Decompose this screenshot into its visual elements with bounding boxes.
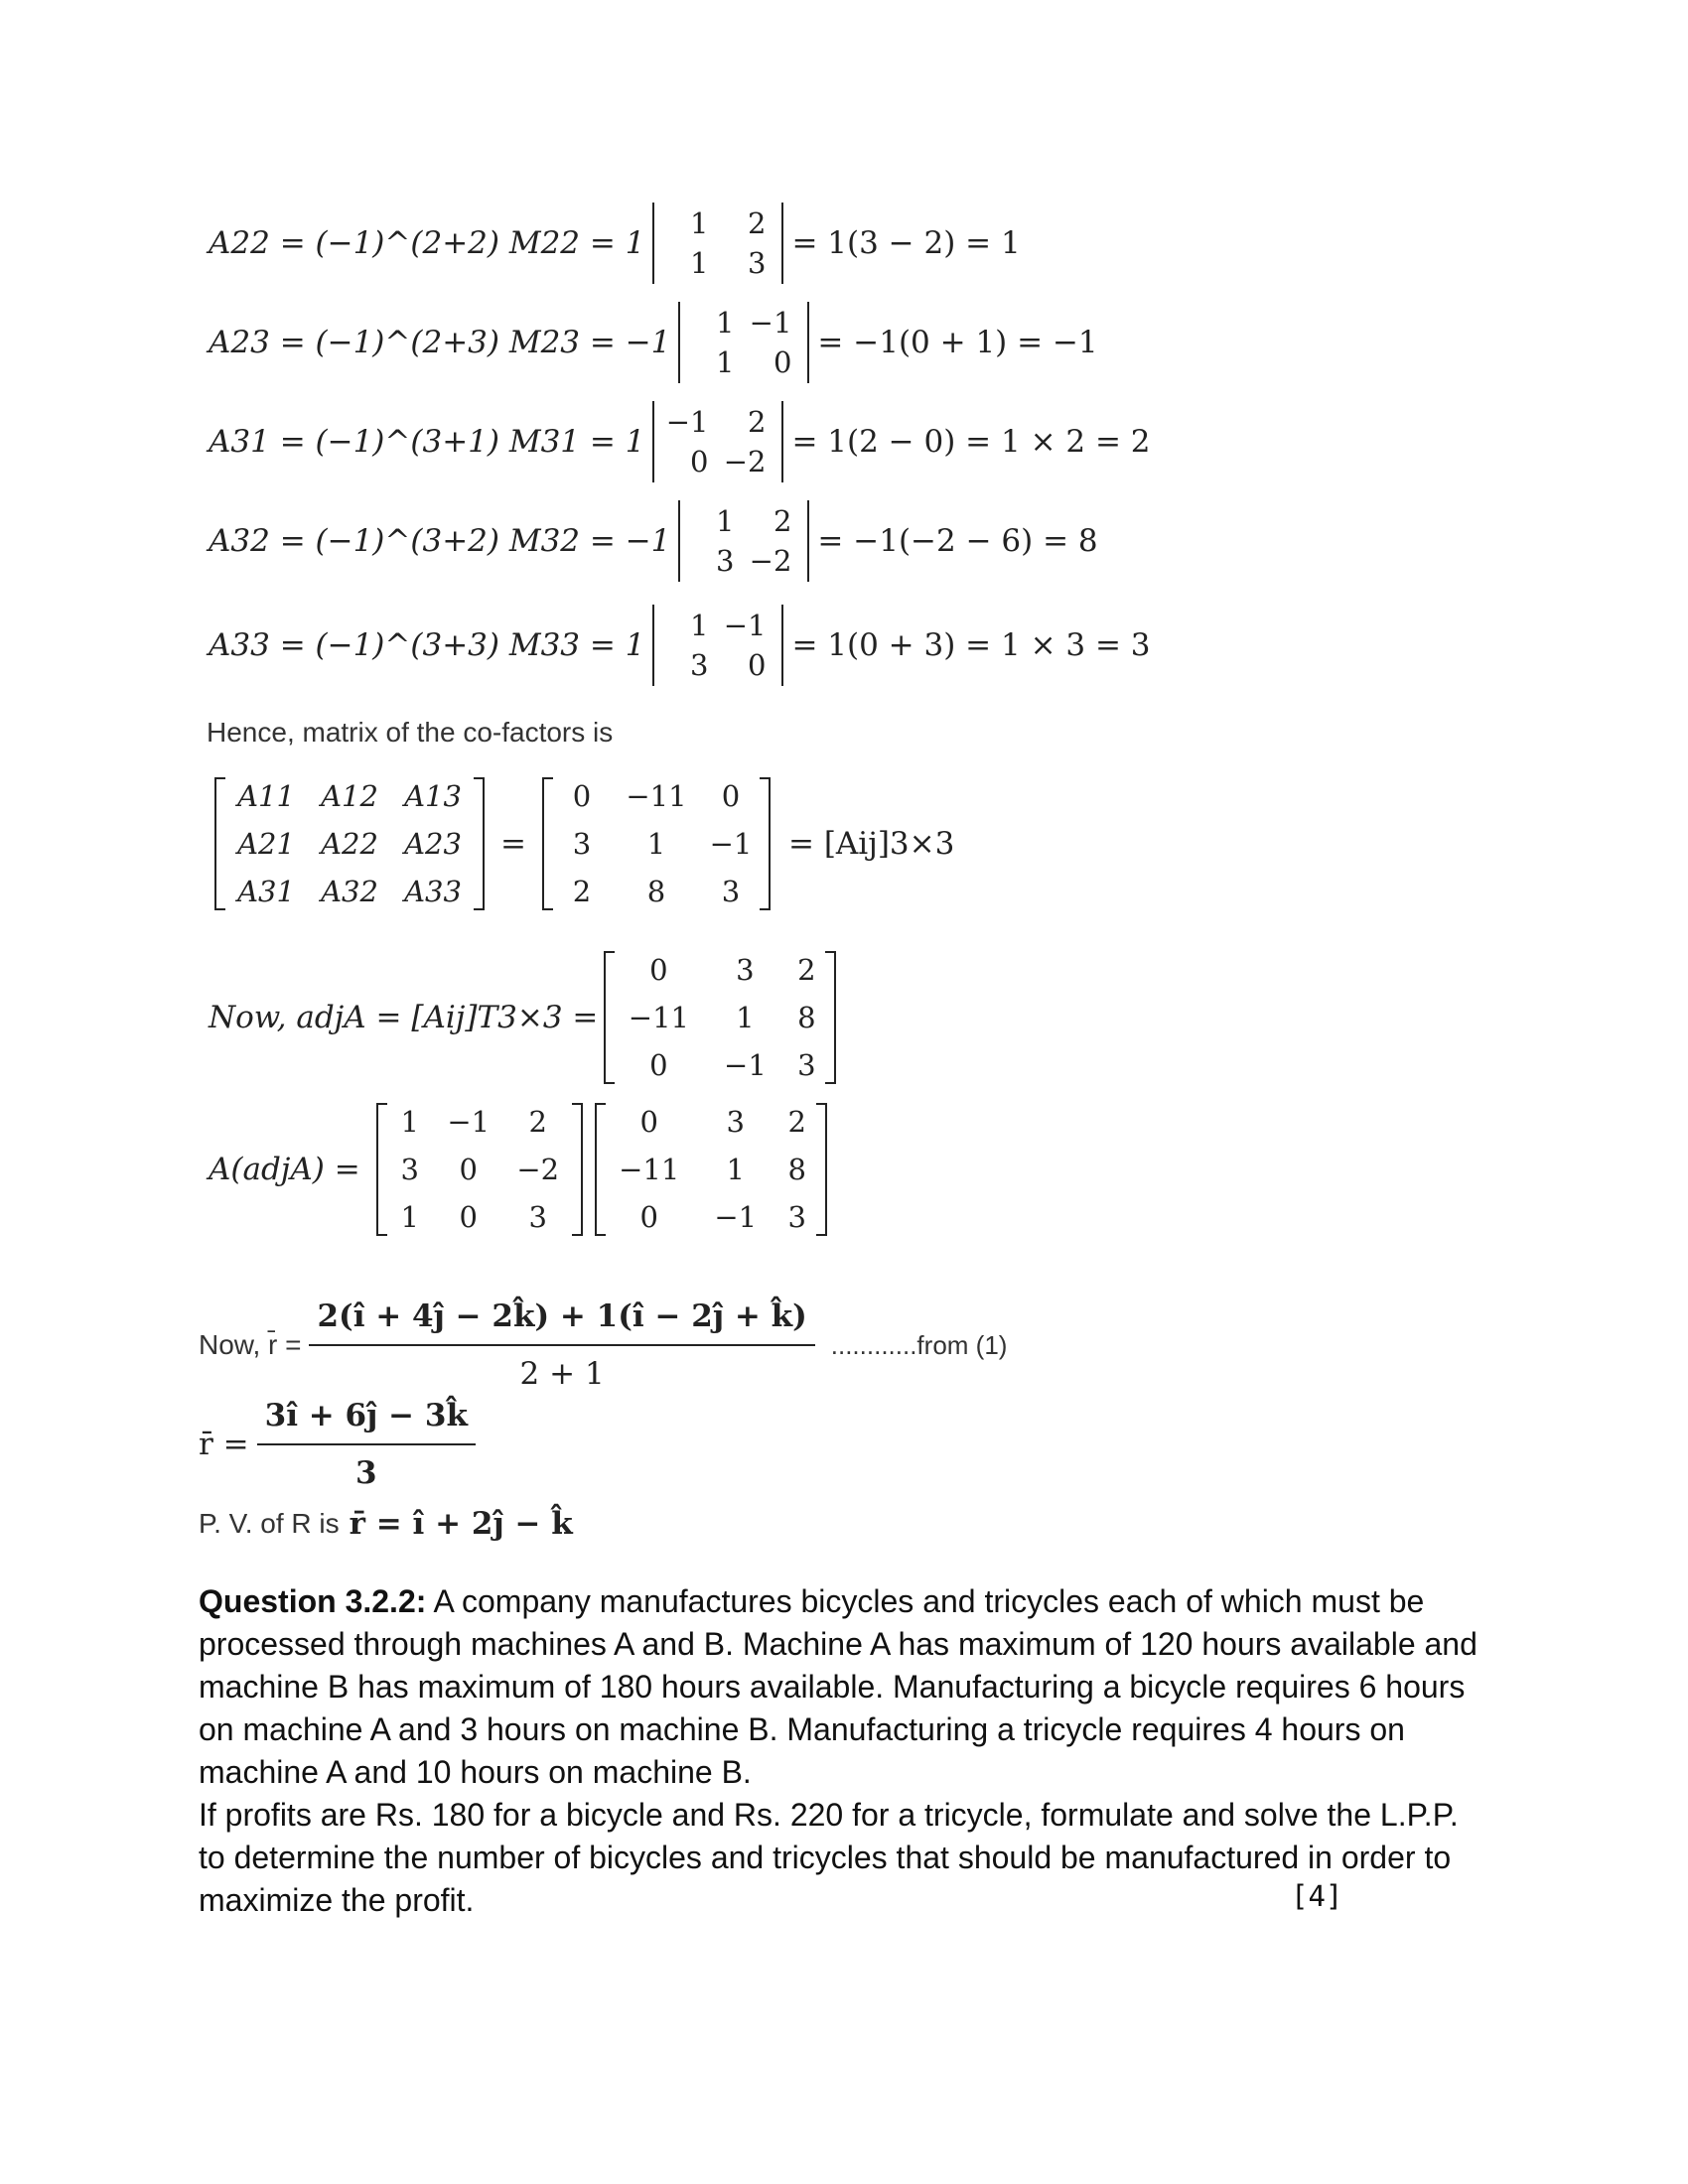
determinant-entry: 1 [689,206,709,240]
matrix-entry: −1 [724,1048,767,1082]
determinant-entry: 1 [715,306,735,340]
matrix-entry: A11 [237,779,295,813]
cofactor-symbol-matrix [214,777,485,910]
matrix-entry: 0 [459,1153,478,1186]
matrix-entry: −11 [619,1153,680,1186]
determinant-entry: 1 [689,609,709,642]
minor-determinant [678,302,809,383]
question-text-1: A company manufactures bicycles and tricycles each of which must be processed through machines A and B. Machine A has maximum of 120 hours available and machine B has maximum of 180 hours available. Manufacturing a bicycle requires 6 hours on machine A and 3 hours on machine B. Manufacturing a tricycle requires 4 hours on machine A and 10 hours on machine B. [199,1583,1477,1790]
matrix-entry: 0 [649,953,668,987]
matrix-entry: 3 [726,1105,745,1139]
matrix-entry: 2 [787,1105,806,1139]
matrix-entry: 1 [736,1001,755,1034]
cofactor-line [209,189,1021,298]
determinant-entry: −1 [665,405,709,439]
pv-prefix: P. V. of R is [199,1508,340,1539]
matrix-entry: −2 [516,1153,560,1186]
matrix-entry: 0 [459,1200,478,1234]
determinant-entry: 3 [715,544,735,578]
matrix-entry: 8 [797,1001,816,1034]
r-simplified-fraction [257,1398,476,1491]
cofactor-lhs: A23 = (−1)^(2+3) M23 = −1 [209,325,671,360]
determinant-entry: 2 [747,206,767,240]
matrix-entry: −1 [714,1200,758,1234]
minor-determinant [678,500,809,582]
r-suffix: ............from (1) [830,1329,1008,1360]
matrix-entry: −11 [626,779,687,813]
determinant-entry: 3 [689,648,709,682]
r-simplified-denominator: 3 [257,1443,476,1491]
determinant-entry: −2 [749,544,792,578]
cofactor-line [209,486,1098,596]
matrix-entry: A33 [404,875,462,908]
r-simplified-equation [199,1390,484,1499]
cofactor-rhs: = [Aij]3×3 [787,826,955,862]
matrix-entry: A23 [404,827,462,861]
adjoint-lhs: Now, adjA = [Aij]T3×3 = [209,1000,599,1035]
matrix-entry: 0 [649,1048,668,1082]
matrix-entry: A22 [321,827,378,861]
matrix-entry: 0 [639,1200,658,1234]
matrix-entry: 1 [400,1200,419,1234]
determinant-entry: 1 [715,345,735,379]
matrix-entry: 3 [528,1200,547,1234]
determinant-entry: 0 [747,648,767,682]
minor-determinant [652,401,783,482]
r-fraction [309,1298,814,1392]
determinant-entry: −1 [723,609,767,642]
hence-text: Hence, matrix of the co-factors is [207,717,614,748]
minor-determinant [652,605,783,686]
question-text-2: If profits are Rs. 180 for a bicycle and Rs. 220 for a tricycle, formulate and solve the L.P.P. to determine the number of bicycles and tricycles that should be manufactured in order to maximize the profit. [199,1797,1459,1918]
cofactor-lhs: A32 = (−1)^(3+2) M32 = −1 [209,523,671,559]
matrix-entry: A13 [404,779,462,813]
matrix-entry: −1 [447,1105,491,1139]
r-denominator: 2 + 1 [309,1344,814,1392]
cofactor-rhs-result: = 1(0 + 3) = 1 × 3 = 3 [791,627,1151,663]
matrix-entry: 2 [572,875,592,908]
product-lhs: A(adjA) = [209,1152,360,1187]
r-numerator: 2(î + 4ĵ − 2k̂) + 1(î − 2ĵ + k̂) [317,1298,807,1334]
r-simplified-lhs: r̄ = [199,1427,249,1462]
cofactor-rhs-result: = 1(2 − 0) = 1 × 2 = 2 [791,424,1151,460]
matrix-entry: A31 [237,875,295,908]
question-marks: [4] [1291,1879,1343,1913]
matrix-entry: 3 [787,1200,806,1234]
cofactor-rhs-result: = 1(3 − 2) = 1 [791,225,1021,261]
matrix-entry: 0 [721,779,741,813]
cofactor-lhs: A22 = (−1)^(2+2) M22 = 1 [209,225,645,261]
matrix-entry: 3 [721,875,741,908]
matrix-entry: A32 [321,875,378,908]
question-label: Question 3.2.2: [199,1583,427,1619]
matrix-entry: A12 [321,779,378,813]
minor-determinant [652,203,783,284]
pv-line [199,1494,573,1554]
matrix-entry: 3 [572,827,592,861]
cofactor-matrix-equation: A11 A12 A13 A21 A22 A23 A31 A32 A33 = 0 −11 0 3 1 −1 2 8 3 = [Aij]3×3 [209,774,954,913]
matrix-entry: A21 [237,827,295,861]
r-prefix: Now, r̄ = [199,1329,302,1360]
adjoint-matrix-copy [595,1103,827,1236]
cofactor-rhs-result: = −1(−2 − 6) = 8 [817,523,1098,559]
determinant-entry: −2 [723,445,767,478]
question-block [199,1580,1489,1922]
r-simplified-numerator: 3î + 6ĵ − 3k̂ [264,1398,468,1433]
cofactor-rhs-result: = −1(0 + 1) = −1 [817,325,1098,360]
matrix-entry: 8 [646,875,666,908]
determinant-entry: 2 [773,504,792,538]
determinant-entry: 0 [689,445,709,478]
matrix-entry: 8 [787,1153,806,1186]
cofactor-value-matrix [542,777,771,910]
determinant-entry: 2 [747,405,767,439]
matrix-entry: 2 [797,953,816,987]
matrix-entry: 1 [726,1153,745,1186]
matrix-entry: 3 [400,1153,419,1186]
matrix-entry: 1 [646,827,666,861]
cofactor-lhs: A33 = (−1)^(3+3) M33 = 1 [209,627,645,663]
product-equation [209,1100,833,1239]
matrix-entry: 2 [528,1105,547,1139]
determinant-entry: −1 [749,306,792,340]
cofactor-lhs: A31 = (−1)^(3+1) M31 = 1 [209,424,645,460]
matrix-entry: 0 [572,779,592,813]
cofactor-line [209,288,1098,397]
cofactor-line [209,387,1151,496]
pv-expression: r̄ = î + 2ĵ − k̂ [349,1506,573,1542]
adjoint-equation [209,948,842,1087]
matrix-entry: 0 [639,1105,658,1139]
matrix-entry: 3 [736,953,755,987]
matrix-entry: −1 [709,827,753,861]
determinant-entry: 1 [715,504,735,538]
determinant-entry: 0 [773,345,792,379]
determinant-entry: 3 [747,246,767,280]
matrix-entry: −11 [628,1001,689,1034]
matrix-entry: 3 [797,1048,816,1082]
determinant-entry: 1 [689,246,709,280]
matrix-entry: 1 [400,1105,419,1139]
cofactor-line [209,591,1151,700]
matrix-a [376,1103,583,1236]
adjoint-matrix [604,951,836,1084]
